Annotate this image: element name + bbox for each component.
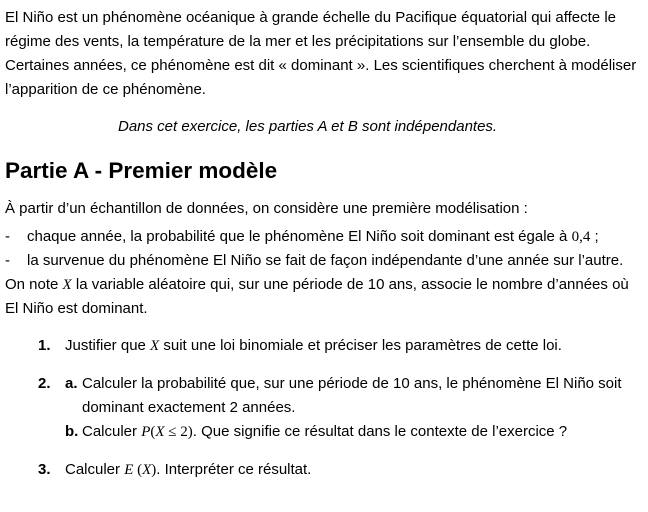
bullet-text-before: chaque année, la probabilité que le phénomène El Niño soit dominant est égale à (27, 228, 572, 245)
random-variable-definition (0, 273, 648, 321)
definition-text-continued: d’années où El Niño est dominant. (5, 276, 629, 317)
list-item (0, 334, 648, 358)
segment-math: X (150, 338, 160, 354)
list-item (0, 458, 648, 482)
list-item (0, 225, 648, 249)
bullet-text-before: la survenue du phénomène El Niño se fait de façon indépendante d’une année sur l’autre. (27, 252, 624, 269)
sub-question-label: b. (65, 423, 79, 440)
segment-math: P (141, 424, 151, 440)
segment-text: . Que signifie ce résultat dans le contexte de l’exercice ? (192, 423, 568, 440)
question-number: 3. (38, 461, 51, 478)
segment-text: Calculer la probabilité que, sur une période de 10 ans, le phénomène El Niño soit dominant exactement 2 années. (82, 375, 622, 416)
dash-bullet-icon: - (5, 228, 10, 245)
segment-math-upright: ( (133, 462, 143, 478)
sub-question-label: a. (65, 375, 78, 392)
part-a-lead-line: À partir d’un échantillon de données, on considère une première modélisation : (5, 200, 528, 217)
bullet-math-value: 0,4 (571, 229, 591, 245)
sub-question-a (65, 372, 642, 420)
definition-math-variable: X (62, 277, 72, 293)
segment-math-upright: ≤ 2) (164, 424, 193, 440)
question-text (65, 337, 562, 354)
independence-note: Dans cet exercice, les parties A et B sont indépendantes. (118, 118, 498, 135)
sub-question-b (65, 420, 642, 444)
segment-math: X (142, 462, 152, 478)
definition-text-after: la variable aléatoire qui, sur une période de 10 ans, associe le nombre (71, 276, 543, 293)
segment-math-upright: ) (151, 462, 157, 478)
segment-math-upright: ( (150, 424, 156, 440)
segment-text: Calculer (65, 461, 125, 478)
assumptions-list (0, 221, 648, 273)
segment-text: suit une loi binomiale et préciser les paramètres de cette loi. (159, 337, 562, 354)
segment-text: Justifier que (65, 337, 151, 354)
segment-math: X (155, 424, 165, 440)
segment-text: Calculer (82, 423, 142, 440)
list-item (0, 372, 648, 444)
dash-bullet-icon: - (5, 252, 10, 269)
questions-list (0, 321, 648, 482)
part-a-heading: Partie A - Premier modèle (5, 158, 278, 183)
question-text (65, 461, 311, 478)
intro-paragraph: El Niño est un phénomène océanique à grande échelle du Pacifique équatorial qui affecte le régime des vents, la température de la mer et les précipitations sur l’ensemble du globe. Certaines années, ce phénomène est dit « dominant ». Les scientifiques cherchent à modéliser l’apparition de ce phénomène. (5, 9, 637, 98)
question-number: 1. (38, 337, 51, 354)
list-item (0, 249, 648, 273)
segment-text: . Interpréter ce résultat. (156, 461, 312, 478)
question-number: 2. (38, 375, 51, 392)
bullet-text-after: ; (590, 228, 599, 245)
segment-math: E (124, 462, 134, 478)
definition-text-before: On note (5, 276, 63, 293)
